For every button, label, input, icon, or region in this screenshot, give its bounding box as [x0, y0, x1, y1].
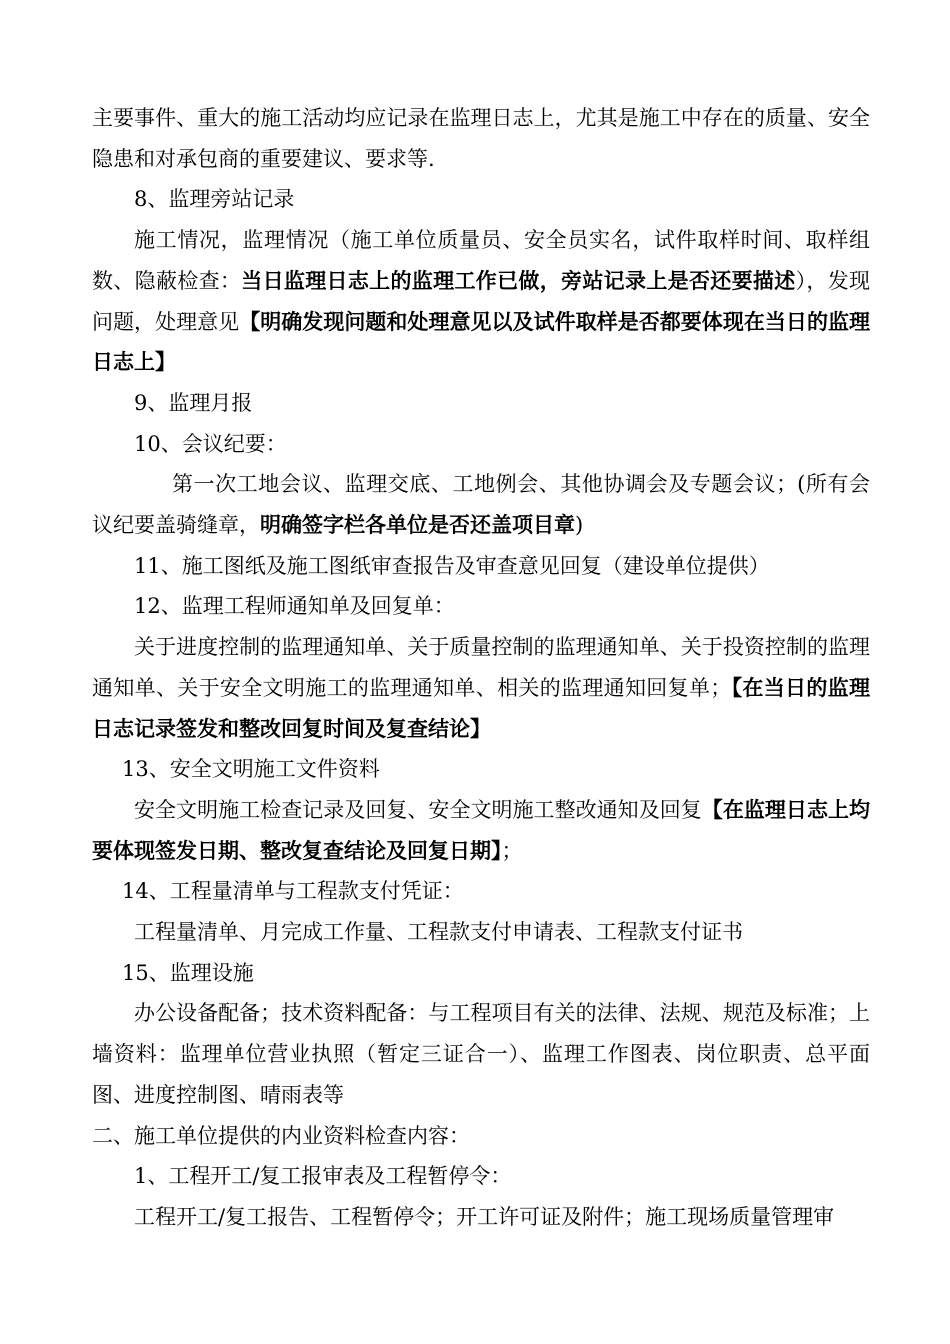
bold-note: 当日监理日志上的监理工作已做，旁站记录上是否还要描述: [241, 268, 796, 293]
text-run: 14、工程量清单与工程款支付凭证：: [122, 879, 464, 904]
text-run: 11、施工图纸及施工图纸审查报告及审查意见回复（建设单位提供）: [134, 553, 770, 578]
text-run: 13、安全文明施工文件资料: [122, 757, 380, 782]
paragraph: [92, 790, 870, 871]
paragraph: [92, 546, 870, 587]
text-run: 施工情况，监理情况（施工单位质量员、安全员实名，试件取样时间、取样组数、隐蔽检查：: [92, 228, 870, 293]
paragraph: [92, 424, 870, 465]
paragraph: [92, 586, 870, 627]
bold-note: 明确签字栏各单位是否还盖项目章: [260, 513, 575, 538]
paragraph: [92, 912, 870, 953]
document-body: [92, 98, 870, 1238]
bold-note: 【在当日的监理日志记录签发和整改回复时间及复查结论】: [92, 675, 871, 741]
paragraph: [92, 464, 870, 545]
paragraph: [92, 383, 870, 424]
text-run: 第一次工地会议、监理交底、工地例会、其他协调会及专题会议；(所有会议纪要盖骑缝章，: [92, 472, 870, 538]
bold-note: 【在监理日志上均要体现签发日期、整改复查结论及回复日期】: [92, 797, 871, 863]
text-run: 工程量清单、月完成工作量、工程款支付申请表、工程款支付证书: [134, 920, 743, 945]
text-run: 12、监理工程师通知单及回复单：: [134, 594, 455, 619]
paragraph: [92, 98, 870, 179]
text-run: ），发现问题，处理意见: [92, 268, 871, 334]
paragraph: [92, 179, 870, 220]
paragraph: [92, 627, 870, 749]
paragraph: [92, 953, 870, 994]
text-run: ): [575, 513, 584, 538]
paragraph: [92, 1197, 870, 1238]
text-run: 关于进度控制的监理通知单、关于质量控制的监理通知单、关于投资控制的监理通知单、关于安全文明施工的监理通知单、相关的监理通知回复单；: [92, 635, 870, 700]
paragraph: [92, 220, 870, 383]
text-run: 8、监理旁站记录: [134, 187, 295, 212]
paragraph: [92, 1156, 870, 1197]
text-run: 15、监理设施: [122, 960, 254, 985]
text-run: 9、监理月报: [134, 390, 253, 415]
text-run: 主要事件、重大的施工活动均应记录在监理日志上，尤其是施工中存在的质量、安全隐患和对承包商的重要建议、要求等.: [92, 106, 870, 171]
text-run: 工程开工/复工报告、工程暂停令；开工许可证及附件；施工现场质量管理审: [134, 1204, 835, 1229]
text-run: ；: [501, 838, 523, 863]
paragraph: [92, 993, 870, 1115]
text-run: 二、施工单位提供的内业资料检查内容：: [92, 1123, 470, 1148]
text-run: 安全文明施工检查记录及回复、安全文明施工整改通知及回复: [134, 797, 702, 822]
text-run: 办公设备配备；技术资料配备：与工程项目有关的法律、法规、规范及标准；上墙资料：监理单位营业执照（暂定三证合一）、监理工作图表、岗位职责、总平面图、进度控制图、晴雨表等: [92, 1001, 870, 1107]
text-run: 1、工程开工/复工报审表及工程暂停令：: [134, 1164, 512, 1189]
paragraph: [92, 749, 870, 790]
bold-note: 【明确发现问题和处理意见以及试件取样是否都要体现在当日的监理日志上】: [92, 309, 871, 375]
text-run: 10、会议纪要：: [134, 431, 287, 456]
paragraph: [92, 871, 870, 912]
paragraph: [92, 1116, 870, 1157]
